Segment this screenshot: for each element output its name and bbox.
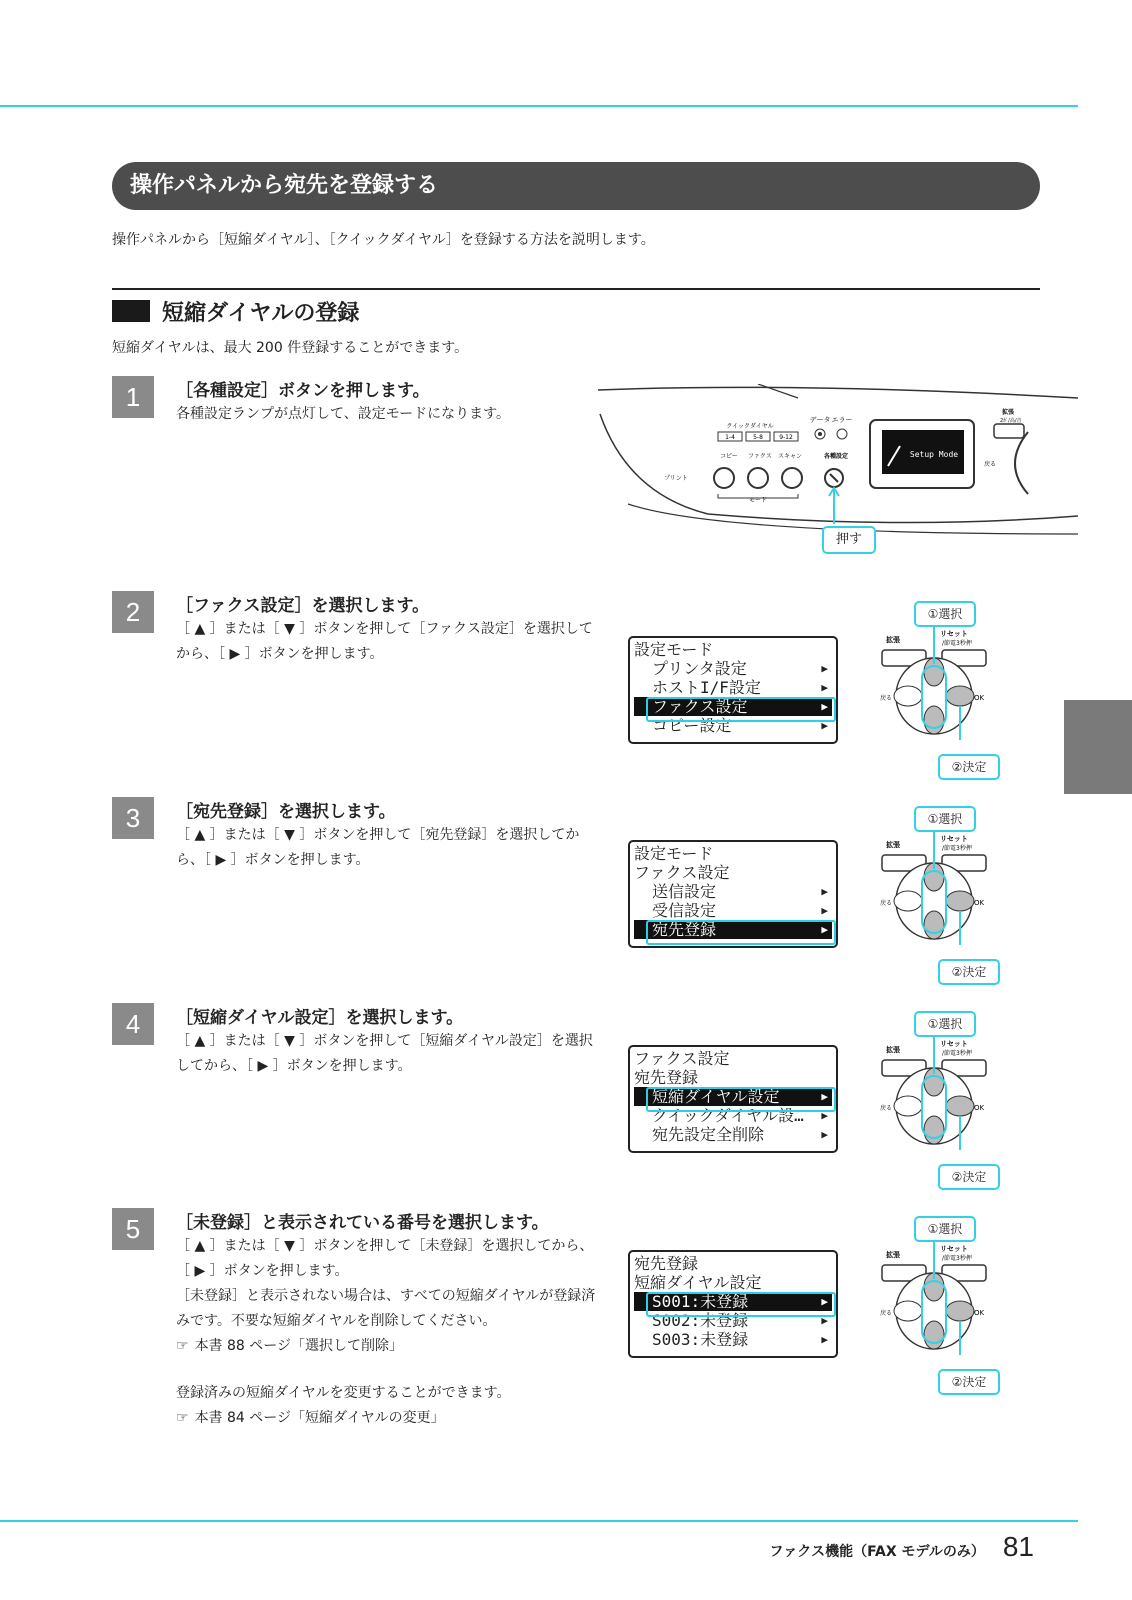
lcd-row: プリンタ設定 ▶: [652, 659, 828, 678]
lcd-row: クイックダイヤル設… ▶: [652, 1106, 828, 1125]
step-body: [176, 1029, 596, 1079]
lcd-header: 設定モード: [634, 640, 714, 659]
reset-label: リセット: [940, 1245, 968, 1253]
power-save-label: /節電3秒押: [942, 1255, 972, 1262]
selection-highlight: [646, 697, 836, 722]
back-label: 戻る: [984, 461, 997, 468]
step-text: ［ ▲ ］または［ ▼ ］ボタンを押して［未登録］を選択してから、［ ▶ ］ボタンを押します。: [176, 1238, 594, 1279]
ext-label: 拡張: [886, 636, 900, 644]
lcd-row: ホストI/F設定 ▶: [652, 678, 828, 697]
quick-dial-1: 1-4: [725, 434, 735, 441]
lcd-row-selected: ファクス設定 ▶: [634, 697, 832, 716]
decide-tag: ②決定: [938, 1369, 1000, 1395]
section-heading: [112, 296, 359, 326]
back-label: 戻る: [880, 695, 893, 702]
step-number: 3: [112, 797, 154, 839]
lcd-row: S003:未登録 ▶: [652, 1330, 828, 1349]
step-body: [176, 823, 596, 873]
lcd-screen-1: [628, 636, 838, 744]
lcd-row: 宛先設定全削除 ▶: [652, 1125, 828, 1144]
step-number: 1: [112, 376, 154, 418]
quick-dial-label: クイックダイヤル: [726, 423, 774, 430]
heading-block-icon: [112, 300, 150, 322]
quick-dial-3: 9-12: [779, 434, 793, 441]
step-text: ［未登録］と表示されない場合は、すべての短縮ダイヤルが登録済みです。不要な短縮ダイヤルを削除してください。: [176, 1288, 596, 1329]
ok-label: OK: [974, 899, 985, 907]
ext-label: 拡張: [886, 841, 900, 849]
ext-label: 拡張: [886, 1251, 900, 1259]
section-title: 短縮ダイヤルの登録: [162, 300, 360, 326]
step-title: ［未登録］と表示されている番号を選択します。: [176, 1213, 549, 1233]
top-rule: [0, 105, 1078, 107]
select-tag: ①選択: [914, 601, 976, 627]
power-save-label: /節電3秒押: [942, 1050, 972, 1057]
data-lamp-label: データ: [809, 416, 831, 424]
page-footer: [770, 1531, 1035, 1563]
back-label: 戻る: [880, 1105, 893, 1112]
step-body: [176, 617, 596, 667]
power-save-label: /節電3秒押: [942, 845, 972, 852]
step-text: ［ ▲ ］または［ ▼ ］ボタンを押して［ファクス設定］を選択してから、［ ▶ ］ボタンを押します。: [176, 621, 593, 662]
lcd-row: 送信設定 ▶: [652, 882, 828, 901]
select-tag: ①選択: [914, 1011, 976, 1037]
back-label: 戻る: [880, 1310, 893, 1317]
section-rule: [112, 288, 1040, 290]
decide-tag: ②決定: [938, 959, 1000, 985]
lcd-screen-3: [628, 1045, 838, 1153]
reference-link[interactable]: ☞ 本書 88 ページ「選択して削除」: [176, 1338, 403, 1354]
ok-label: OK: [974, 1309, 985, 1317]
step-body: [176, 402, 596, 427]
ok-label: OK: [974, 694, 985, 702]
select-tag: ①選択: [914, 1216, 976, 1242]
lcd-header: ファクス設定: [634, 1049, 730, 1068]
chapter-side-tab: [1064, 700, 1132, 794]
page-number: 81: [1002, 1531, 1034, 1562]
selection-highlight: [646, 1292, 836, 1317]
selection-highlight: [646, 920, 836, 945]
reference-icon: ☞: [176, 1338, 189, 1354]
step-text: 登録済みの短縮ダイヤルを変更することができます。: [176, 1385, 511, 1401]
push-tag: 押す: [822, 526, 876, 554]
reset-label: リセット: [940, 1040, 968, 1048]
mode-label: モード: [749, 497, 767, 504]
copy-label: コピー: [720, 453, 738, 460]
power-save-label: /節電3秒押: [942, 640, 972, 647]
intro-text: 操作パネルから［短縮ダイヤル］、［クイックダイヤル］を登録する方法を説明します。: [112, 232, 655, 248]
error-lamp-label: エラー: [831, 416, 853, 424]
lcd-row-selected: S001:未登録 ▶: [634, 1292, 832, 1311]
step-text: ［ ▲ ］または［ ▼ ］ボタンを押して［短縮ダイヤル設定］を選択してから、［ ▶ ］ボタンを押します。: [176, 1033, 593, 1074]
lcd-row: S002:未登録 ▶: [652, 1311, 828, 1330]
reset-label: リセット: [940, 630, 968, 638]
step-title: ［宛先登録］を選択します。: [176, 802, 396, 822]
step-title: ［短縮ダイヤル設定］を選択します。: [176, 1008, 464, 1028]
settings-label: 各種設定: [824, 453, 849, 460]
ok-label: OK: [974, 1104, 985, 1112]
lcd-row: 受信設定 ▶: [652, 901, 828, 920]
step-title: ［ファクス設定］を選択します。: [176, 596, 430, 616]
step-text: 各種設定ランプが点灯して、設定モードになります。: [176, 406, 511, 422]
lcd-header: ファクス設定: [634, 863, 730, 882]
footer-title: ファクス機能（FAX モデルのみ）: [769, 1544, 985, 1560]
lcd-row: コピー設定 ▶: [652, 716, 828, 735]
section-subtitle: 短縮ダイヤルは、最大 200 件登録することができます。: [112, 340, 469, 356]
reference-link[interactable]: ☞ 本書 84 ページ「短縮ダイヤルの変更」: [176, 1410, 445, 1426]
lcd-header: 宛先登録: [634, 1068, 699, 1087]
lcd-setup-mode: Setup Mode: [909, 450, 959, 459]
lcd-row-selected: 短縮ダイヤル設定 ▶: [634, 1087, 832, 1106]
lcd-row-selected: 宛先登録 ▶: [634, 920, 832, 939]
quick-dial-2: 5-8: [753, 434, 763, 441]
section-banner: 操作パネルから宛先を登録する: [112, 162, 1040, 210]
reference-icon: ☞: [176, 1410, 189, 1426]
bottom-rule: [0, 1520, 1078, 1522]
step-text: ［ ▲ ］または［ ▼ ］ボタンを押して［宛先登録］を選択してから、［ ▶ ］ボタンを押します。: [176, 827, 580, 868]
step-title: ［各種設定］ボタンを押します。: [176, 381, 430, 401]
lcd-screen-2: [628, 840, 838, 948]
reset-label: リセット: [940, 835, 968, 843]
ext-label: 拡張: [886, 1046, 900, 1054]
fax-label: ファクス: [748, 453, 772, 460]
back-label: 戻る: [880, 900, 893, 907]
step-number: 5: [112, 1208, 154, 1250]
selection-highlight: [646, 1087, 836, 1112]
step-number: 4: [112, 1003, 154, 1045]
select-tag: ①選択: [914, 806, 976, 832]
ext-label: 拡張: [1002, 409, 1015, 416]
ext-sub-label: 2ｶﾞ/高/音: [1000, 418, 1022, 424]
decide-tag: ②決定: [938, 754, 1000, 780]
lcd-header: 宛先登録: [634, 1254, 699, 1273]
lcd-header: 設定モード: [634, 844, 714, 863]
step-number: 2: [112, 591, 154, 633]
lcd-screen-4: [628, 1250, 838, 1358]
scan-label: スキャン: [778, 453, 803, 460]
print-label: プリント: [664, 475, 688, 482]
lcd-header: 短縮ダイヤル設定: [634, 1273, 762, 1292]
step-body: [176, 1234, 596, 1431]
decide-tag: ②決定: [938, 1164, 1000, 1190]
